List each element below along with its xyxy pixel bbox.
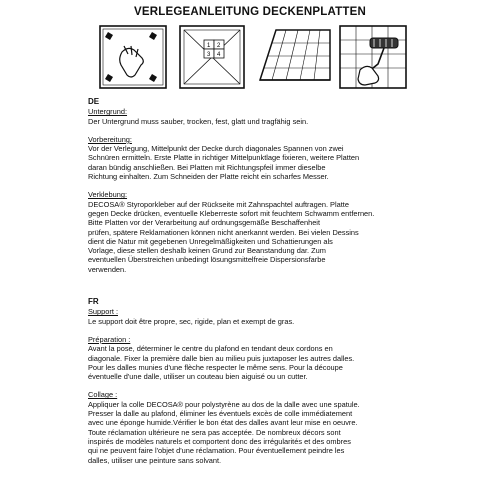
diagonal-center-tiles-drawing <box>178 24 246 90</box>
heading-preparation: Préparation : <box>88 334 131 344</box>
section-de-vorbereitung <box>88 135 483 181</box>
text-line: Appliquer la colle DECOSA® pour polystyrène au dos de la dalle avec une spatule. <box>88 399 360 409</box>
language-spacer <box>88 283 483 297</box>
heading-support: Support : <box>88 307 118 317</box>
section-fr-preparation <box>88 335 483 381</box>
section-fr-support <box>88 307 483 326</box>
heading-verklebung: Verklebung: <box>88 190 128 200</box>
language-label-fr: FR <box>88 297 99 307</box>
text-line: prüfen, spätere Reklamationen können nicht anerkannt werden. Bei vielen Dessins <box>88 227 359 237</box>
section-de-verklebung <box>88 190 483 274</box>
text-line: avec une éponge humide.Vérifier le bon état des dalles avant leur mise en oeuvre. <box>88 418 358 428</box>
heading-vorbereitung: Vorbereitung: <box>88 134 132 144</box>
ceiling-tiles-perspective-drawing <box>256 24 334 90</box>
text-line: Vor der Verlegung, Mittelpunkt der Decke durch diagonales Spannen von zwei <box>88 144 344 154</box>
text-line: Der Untergrund muss sauber, trocken, fest, glatt und tragfähig sein. <box>88 116 309 126</box>
text-line: DECOSA® Styroporkleber auf der Rückseite mit Zahnspachtel auftragen. Platte <box>88 199 349 209</box>
text-line: inspirés de modèles naturels et comportent donc des irrégularités et des ombres <box>88 436 351 446</box>
text-line: dalles, utiliser une peinture sans solvant. <box>88 455 222 465</box>
text-line: Bitte Platten vor der Verarbeitung auf ordnungsgemäße Beschaffenheit <box>88 218 320 228</box>
tile-number-3: 3 <box>207 52 211 58</box>
illustration-hand-roller-ceiling <box>338 24 408 90</box>
hand-roller-ceiling-drawing <box>338 24 408 90</box>
text-line: Vorlage, diese stellen deshalb keinen Grund zur Beanstandung dar. Zum <box>88 246 326 256</box>
illustration-hands-marking-ceiling <box>98 24 168 90</box>
text-line: Richtung einhalten. Zum Schneiden der Platte reicht ein scharfes Messer. <box>88 172 329 182</box>
text-line: éventuelle d'une dalle, utiliser un couteau bien aiguisé ou un cutter. <box>88 372 308 382</box>
illustration-ceiling-tiles-perspective <box>256 24 334 90</box>
text-line: Presser la dalle au plafond, éliminer les éventuels excès de colle immédiatement <box>88 409 353 419</box>
language-label-de: DE <box>88 97 100 106</box>
text-line: Toute réclamation ultérieure ne sera pas acceptée. De nombreux décors sont <box>88 427 341 437</box>
tile-number-4: 4 <box>217 52 221 58</box>
text-line: eventuellen Überstreichen unbedingt lösungsmittelfreie Dispersionsfarbe <box>88 255 326 265</box>
tile-number-1: 1 <box>207 43 211 49</box>
section-de-untergrund <box>88 107 483 126</box>
hands-marking-ceiling-drawing <box>98 24 168 90</box>
heading-untergrund: Untergrund: <box>88 107 128 117</box>
text-line: gegen Decke drücken, eventuelle Kleberreste sofort mit feuchtem Schwamm entfernen. <box>88 208 375 218</box>
text-line: daran bündig anschließen. Bei Platten mit Richtungspfeil immer dieselbe <box>88 162 326 172</box>
text-line: qui ne peuvent faire l'objet d'une réclamation. Pour éventuellement peindre les <box>88 446 345 456</box>
heading-collage: Collage : <box>88 390 118 400</box>
tile-number-2: 2 <box>217 43 221 49</box>
text-line: Pour les dalles munies d'une flèche respecter le même sens. Pour la découpe <box>88 362 343 372</box>
text-line: Le support doit être propre, sec, rigide, plan et exempt de gras. <box>88 316 295 326</box>
instructions-text <box>88 97 483 474</box>
text-line: Avant la pose, déterminer le centre du plafond en tendant deux cordons en <box>88 344 333 354</box>
section-fr-collage <box>88 390 483 464</box>
text-line: dient die Natur mit gegebenen Unregelmäßigkeiten und Schattierungen als <box>88 236 333 246</box>
text-line: verwenden. <box>88 264 127 274</box>
page-title: VERLEGEANLEITUNG DECKENPLATTEN <box>134 6 366 18</box>
illustration-diagonal-center-tiles <box>178 24 246 90</box>
text-line: diagonale. Fixer la première dalle bien au milieu puis juxtaposer les autres dalles. <box>88 353 355 363</box>
text-line: Schnüren ermitteln. Erste Platte in richtiger Mittelpunktlage fixieren, weitere Platten <box>88 153 360 163</box>
